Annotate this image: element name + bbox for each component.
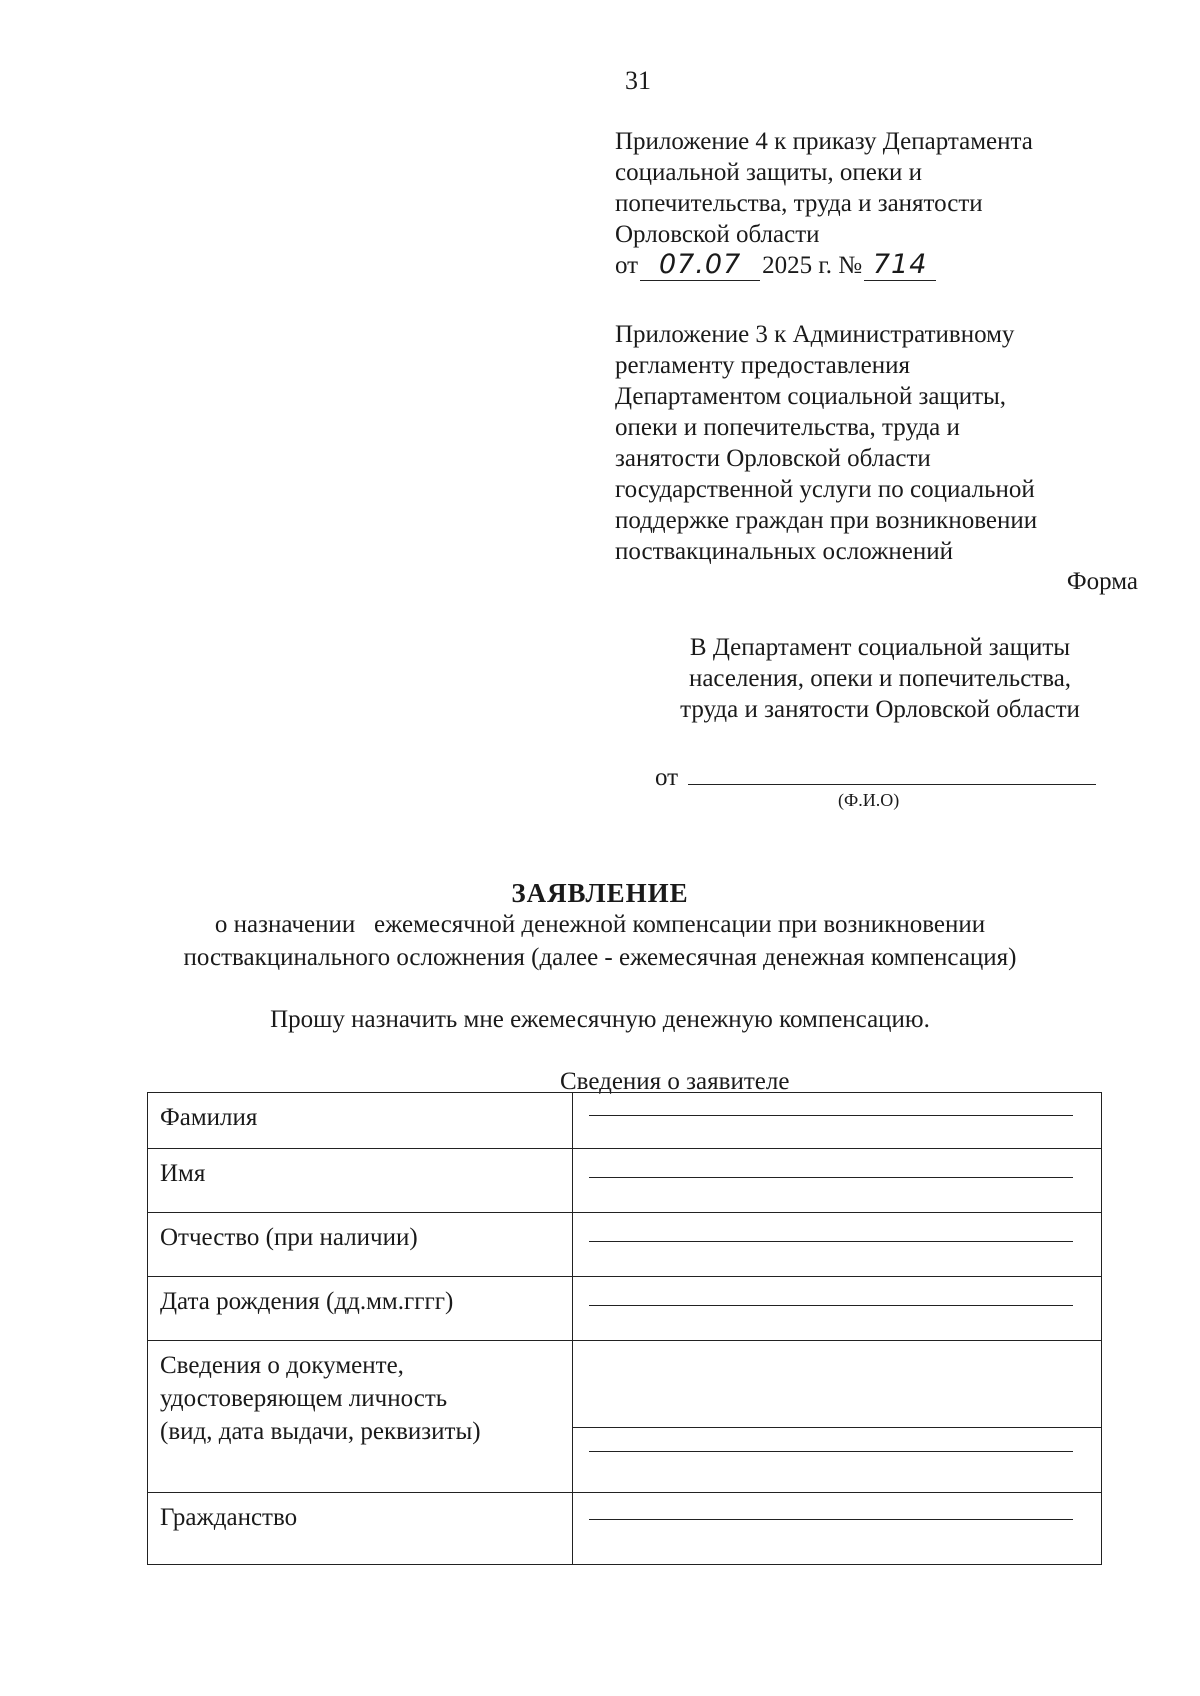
- appendix-3-line: занятости Орловской области: [615, 445, 931, 472]
- patronymic-label: Отчество (при наличии): [148, 1213, 573, 1277]
- applicant-name-field[interactable]: [688, 762, 1096, 785]
- page-number: 31: [625, 66, 651, 95]
- appendix-3-line: Приложение 3 к Административному: [615, 321, 1015, 348]
- from-row: [655, 762, 1096, 792]
- appendix-3-line: поддержке граждан при возникновении: [615, 507, 1038, 534]
- addressee-block: [650, 632, 1110, 725]
- surname-label: Фамилия: [148, 1093, 573, 1149]
- fill-line: [589, 1451, 1073, 1452]
- appendix-4-line: попечительства, труда и занятости: [615, 190, 983, 217]
- applicant-info-table: [147, 1092, 1102, 1565]
- fill-line: [589, 1305, 1073, 1306]
- appendix-4-line: социальной защиты, опеки и: [615, 159, 923, 186]
- table-row: [148, 1341, 1102, 1493]
- table-row: [148, 1277, 1102, 1341]
- form-label: Форма: [1066, 568, 1138, 595]
- appendix-3-line: регламенту предоставления: [615, 352, 911, 379]
- handwritten-order-date: 07.07: [640, 250, 760, 281]
- request-text: Прошу назначить мне ежемесячную денежную компенсацию.: [270, 1006, 930, 1033]
- appendix-4-line: Приложение 4 к приказу Департамента: [615, 128, 1033, 155]
- table-row: [148, 1213, 1102, 1277]
- citizenship-label: Гражданство: [148, 1493, 573, 1565]
- fill-line: [589, 1241, 1073, 1242]
- addressee-line: населения, опеки и попечительства,: [688, 665, 1072, 692]
- identity-document-field[interactable]: [573, 1341, 1102, 1493]
- from-label: от: [655, 764, 679, 791]
- handwritten-order-number: 714: [864, 250, 936, 281]
- first-name-field[interactable]: [573, 1149, 1102, 1213]
- table-row: [148, 1493, 1102, 1565]
- first-name-label: Имя: [148, 1149, 573, 1213]
- fill-line: [589, 1115, 1073, 1116]
- addressee-line: труда и занятости Орловской области: [680, 696, 1080, 723]
- fill-line: [589, 1519, 1073, 1520]
- appendix-3-line: государственной услуги по социальной: [615, 476, 1035, 503]
- fio-hint: (Ф.И.О): [838, 790, 900, 810]
- appendix-3-line: Департаментом социальной защиты,: [615, 383, 1007, 410]
- identity-document-label: [148, 1341, 573, 1493]
- order-reference: [615, 250, 1135, 281]
- appendix-4-header: [615, 126, 1135, 281]
- surname-field[interactable]: [573, 1093, 1102, 1149]
- appendix-3-line: поствакцинальных осложнений: [615, 538, 953, 565]
- identity-document-label-line: удостоверяющем личность: [160, 1385, 448, 1412]
- table-caption: Сведения о заявителе: [560, 1068, 790, 1095]
- fill-line: [589, 1177, 1073, 1178]
- citizenship-field[interactable]: [573, 1493, 1102, 1565]
- birth-date-field[interactable]: [573, 1277, 1102, 1341]
- document-title: ЗАЯВЛЕНИЕ: [511, 878, 689, 908]
- addressee-line: В Департамент социальной защиты: [689, 634, 1071, 661]
- subtitle-line: поствакцинального осложнения (далее - ежемесячная денежная компенсация): [183, 944, 1017, 971]
- patronymic-field[interactable]: [573, 1213, 1102, 1277]
- birth-date-label: Дата рождения (дд.мм.гггг): [148, 1277, 573, 1341]
- table-row: [148, 1149, 1102, 1213]
- appendix-4-line: Орловской области: [615, 221, 820, 248]
- order-year: 2025 г. №: [762, 252, 863, 279]
- subtitle-line: о назначении ежемесячной денежной компенсации при возникновении: [214, 911, 986, 938]
- order-prefix: от: [615, 252, 639, 279]
- identity-document-label-line: Сведения о документе,: [160, 1352, 404, 1379]
- document-subtitle: [0, 908, 1200, 974]
- inner-divider: [573, 1427, 1101, 1428]
- appendix-3-line: опеки и попечительства, труда и: [615, 414, 960, 441]
- table-row: [148, 1093, 1102, 1149]
- identity-document-label-line: (вид, дата выдачи, реквизиты): [160, 1418, 481, 1445]
- appendix-3-header: [615, 319, 1135, 567]
